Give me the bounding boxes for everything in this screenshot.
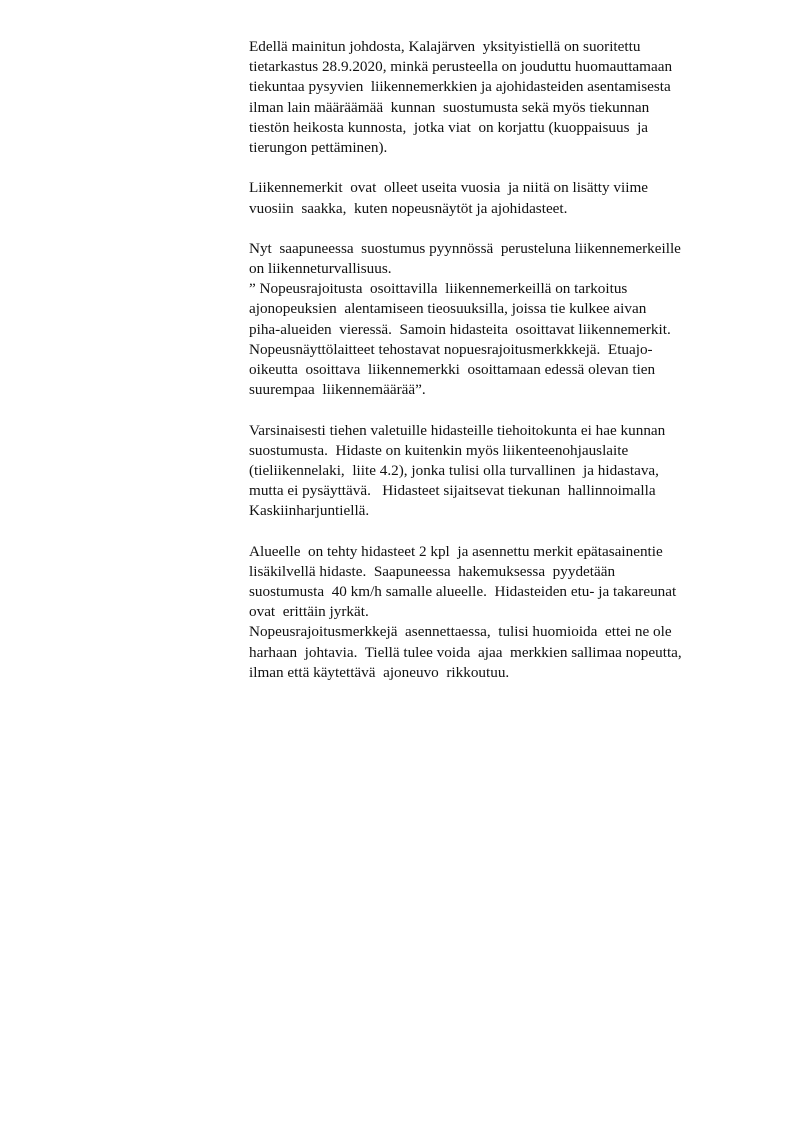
paragraph-inspection (249, 37, 739, 158)
text-line: Nyt saapuneessa suostumus pyynnössä perusteluna liikennemerkeille (249, 239, 681, 257)
text-line: Kaskiinharjuntiellä. (249, 502, 370, 520)
text-line: tiekuntaa pysyvien liikennemerkkien ja ajohidasteiden asentamisesta (249, 78, 671, 96)
paragraph-area-conclusion (249, 542, 739, 683)
text-line: (tieliikennelaki, liite 4.2), jonka tulisi olla turvallinen ja hidastava, (249, 461, 659, 479)
text-line: suostumusta 40 km/h samalle alueelle. Hidasteiden etu- ja takareunat (249, 583, 677, 601)
text-line: lisäkilvellä hidaste. Saapuneessa hakemuksessa pyydetään (249, 562, 616, 580)
text-line: Edellä mainitun johdosta, Kalajärven yksityistiellä on suoritettu (249, 38, 641, 55)
paragraph-speed-bumps (249, 421, 739, 522)
text-line: ilman että käytettävä ajoneuvo rikkoutuu. (249, 663, 510, 681)
text-line: ilman lain määräämää kunnan suostumusta sekä myös tiekunnan (249, 98, 650, 116)
text-line: tierungon pettäminen). (249, 138, 388, 156)
document-body (249, 37, 739, 703)
text-line: Liikennemerkit ovat olleet useita vuosia ja niitä on lisätty viime (249, 179, 648, 197)
text-line: ” Nopeusrajoitusta osoittavilla liikennemerkeillä on tarkoitus (249, 280, 628, 298)
text-line: ovat erittäin jyrkät. (249, 603, 369, 621)
text-line: suurempaa liikennemäärää”. (249, 381, 426, 399)
text-line: tiestön heikosta kunnosta, jotka viat on korjattu (kuoppaisuus ja (249, 118, 649, 136)
text-line: mutta ei pysäyttävä. Hidasteet sijaitsevat tiekunan hallinnoimalla (249, 482, 656, 500)
text-line: tietarkastus 28.9.2020, minkä perusteella on jouduttu huomauttamaan (249, 58, 673, 76)
text-line: harhaan johtavia. Tiellä tulee voida ajaa merkkien sallimaa nopeutta, (249, 643, 682, 661)
text-line: oikeutta osoittava liikennemerkki osoittamaan edessä olevan tien (249, 361, 656, 378)
text-line: Nopeusrajoitusmerkkejä asennettaessa, tulisi huomioida ettei ne ole (249, 623, 672, 641)
paragraph-consent-request (249, 239, 739, 401)
text-line: Varsinaisesti tiehen valetuille hidasteille tiehoitokunta ei hae kunnan (249, 421, 666, 439)
text-line: piha-alueiden vieressä. Samoin hidasteita osoittavat liikennemerkit. (249, 320, 671, 338)
text-line: ajonopeuksien alentamiseen tieosuuksilla, joissa tie kulkee aivan (249, 300, 647, 318)
text-line: suostumusta. Hidaste on kuitenkin myös liikenteenohjauslaite (249, 441, 629, 459)
text-line: Nopeusnäyttölaitteet tehostavat nopuesrajoitusmerkkkejä. Etuajo- (249, 340, 653, 358)
paragraph-traffic-signs (249, 178, 739, 218)
text-line: Alueelle on tehty hidasteet 2 kpl ja asennettu merkit epätasainentie (249, 542, 663, 560)
text-line: vuosiin saakka, kuten nopeusnäytöt ja ajohidasteet. (249, 199, 568, 217)
text-line: on liikenneturvallisuus. (249, 260, 392, 278)
